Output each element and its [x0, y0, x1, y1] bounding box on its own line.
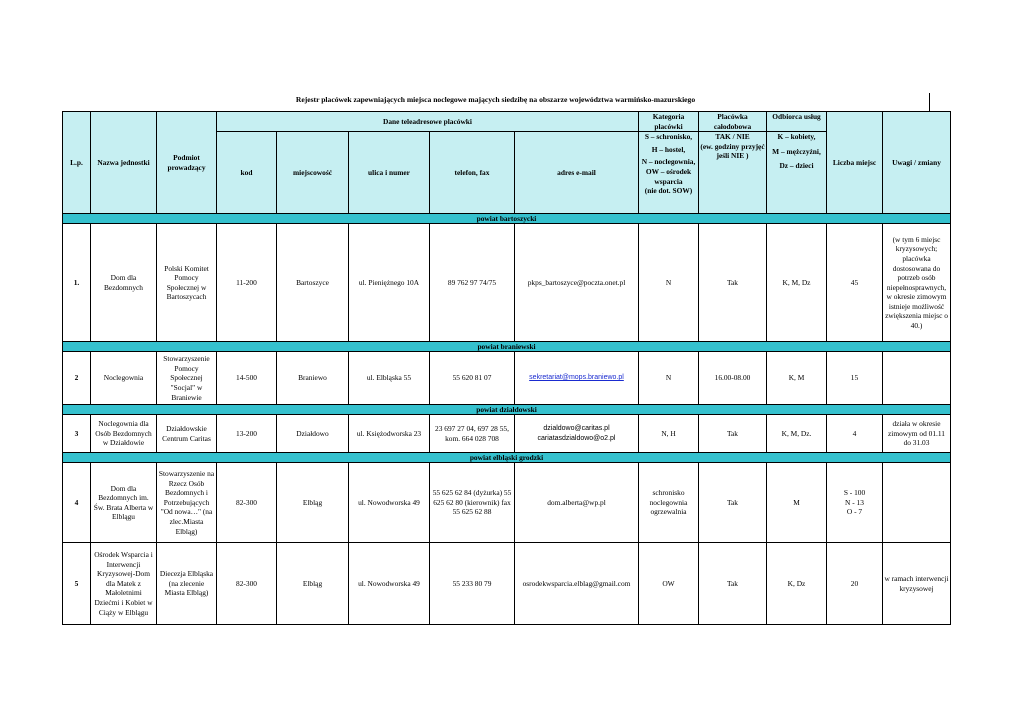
- cell-calodobowa: Tak: [699, 224, 767, 342]
- cell-nazwa: Dom dla Bezdomnych: [91, 224, 157, 342]
- header-odbiorca-legend: [767, 132, 827, 214]
- header-kategoria-title: Kategoria placówki: [639, 112, 699, 132]
- legend-note: (nie dot. SOW): [644, 186, 693, 196]
- cell-ulica: ul. Nowodworska 49: [349, 463, 430, 543]
- cell-podmiot: Diecezja Elbląska (na zlecenie Miasta Elbląg): [157, 543, 217, 625]
- cell-ulica: ul. Księżodworska 23: [349, 415, 430, 453]
- cell-liczba: 45: [827, 224, 883, 342]
- email-text-2: cariatasdzialdowo@o2.pl: [537, 434, 616, 442]
- cell-kod: 82-300: [217, 463, 277, 543]
- legend-h: H – hostel,: [651, 144, 686, 154]
- cell-uwagi: [883, 352, 951, 405]
- section-powiat-elblaski-grodzki: powiat elbląski grodzki: [63, 453, 951, 463]
- table-row: [63, 224, 951, 342]
- header-podmiot: Podmiot prowadzący: [157, 112, 217, 214]
- cell-ulica: ul. Nowodworska 49: [349, 543, 430, 625]
- cell-odbiorca: K, Dz: [767, 543, 827, 625]
- table-row: [63, 543, 951, 625]
- cell-calodobowa: Tak: [699, 463, 767, 543]
- cell-email: osrodekwsparcia.elblag@gmail.com: [515, 543, 639, 625]
- header-lp: L.p.: [63, 112, 91, 214]
- cell-liczba: 4: [827, 415, 883, 453]
- cell-kategoria: N: [639, 352, 699, 405]
- register-sheet: [62, 93, 949, 625]
- cell-uwagi: w ramach interwencji kryzysowej: [883, 543, 951, 625]
- cell-telefon: 55 625 62 84 (dyżurka) 55 625 62 80 (kierownik) fax 55 625 62 88: [430, 463, 515, 543]
- cell-uwagi: (w tym 6 miejsc kryzysowych; placówka dostosowana do potrzeb osób niepełnosprawnych, w okresie zimowym istnieje możliwość zwiększenia miejsc o 40.): [883, 224, 951, 342]
- cell-telefon: 55 620 81 07: [430, 352, 515, 405]
- cell-odbiorca: K, M, Dz: [767, 224, 827, 342]
- cell-kategoria: OW: [639, 543, 699, 625]
- cell-liczba: 20: [827, 543, 883, 625]
- header-nazwa: Nazwa jednostki: [91, 112, 157, 214]
- legend-mezczyzni: M – mężczyźni,: [772, 146, 821, 156]
- cell-kategoria: schronisko noclegownia ogrzewalnia: [639, 463, 699, 543]
- cell-nazwa: Noclegownia dla Osób Bezdomnych w Działdowie: [91, 415, 157, 453]
- header-ulica: ulica i numer: [349, 132, 430, 214]
- legend-ow: OW – ośrodek wsparcia: [645, 166, 692, 186]
- table-row: [63, 415, 951, 453]
- cell-email: pkps_bartoszyce@poczta.onet.pl: [515, 224, 639, 342]
- table-row: [63, 352, 951, 405]
- page-title: Rejestr placówek zapewniających miejsca noclegowe mających siedzibę na obszarze województwa warmińsko-mazurskiego: [295, 95, 696, 104]
- cell-kod: 82-300: [217, 543, 277, 625]
- header-liczba-miejsc: Liczba miejsc: [827, 112, 883, 214]
- header-uwagi: Uwagi / zmiany: [883, 112, 951, 214]
- header-kategoria-legend: [639, 132, 699, 214]
- liczba-schronisko: S - 100: [843, 488, 866, 498]
- liczba-ogrzewalnia: O - 7: [846, 507, 863, 517]
- cell-kategoria: N, H: [639, 415, 699, 453]
- legend-godziny: (ew. godziny przyjęć jeśli NIE ): [700, 141, 765, 161]
- cell-odbiorca: M: [767, 463, 827, 543]
- cell-calodobowa: Tak: [699, 415, 767, 453]
- cell-kod: 14-500: [217, 352, 277, 405]
- legend-n: N – noclegownia,: [641, 157, 696, 167]
- section-row: [63, 214, 951, 224]
- header-dane-teleadresowe: Dane teleadresowe placówki: [217, 112, 639, 132]
- cell-lp: 4: [63, 463, 91, 543]
- liczba-noclegownia: N - 13: [845, 497, 864, 507]
- cell-ulica: ul. Pieniężnego 10A: [349, 224, 430, 342]
- register-table: [62, 111, 951, 625]
- cell-lp: 3: [63, 415, 91, 453]
- cell-podmiot: Stowarzyszenie Pomocy Społecznej "Socjal" w Braniewie: [157, 352, 217, 405]
- section-row: [63, 453, 951, 463]
- cell-miejscowosc: Elbląg: [277, 543, 349, 625]
- header-email: adres e-mail: [515, 132, 639, 214]
- cell-lp: 2: [63, 352, 91, 405]
- section-row: [63, 405, 951, 415]
- legend-dzieci: Dz – dzieci: [779, 161, 814, 171]
- cell-email: [515, 415, 639, 453]
- header-miejscowosc: miejscowość: [277, 132, 349, 214]
- legend-tak-nie: TAK / NIE: [715, 132, 750, 142]
- cell-nazwa: Dom dla Bezdomnych im. Św. Brata Alberta w Elblągu: [91, 463, 157, 543]
- cell-kod: 13-200: [217, 415, 277, 453]
- cell-kategoria: N: [639, 224, 699, 342]
- cell-uwagi: [883, 463, 951, 543]
- cell-miejscowosc: Działdowo: [277, 415, 349, 453]
- cell-odbiorca: K, M: [767, 352, 827, 405]
- cell-email: [515, 352, 639, 405]
- cell-lp: 1.: [63, 224, 91, 342]
- cell-podmiot: Polski Komitet Pomocy Społecznej w Bartoszycach: [157, 224, 217, 342]
- cell-miejscowosc: Braniewo: [277, 352, 349, 405]
- cell-kod: 11-200: [217, 224, 277, 342]
- cell-nazwa: Ośrodek Wsparcia i Interwencji Kryzysowej-Dom dla Matek z Małoletnimi Dziećmi i Kobiet w Ciąży w Elblągu: [91, 543, 157, 625]
- cell-nazwa: Noclegownia: [91, 352, 157, 405]
- cell-calodobowa: 16.00-08.00: [699, 352, 767, 405]
- cell-podmiot: Stowarzyszenie na Rzecz Osób Bezdomnych i Potrzebujących "Od nowa…" (na zlec.Miasta Elbląg): [157, 463, 217, 543]
- email-link[interactable]: sekretariat@mops.braniewo.pl: [529, 374, 624, 382]
- title-row: [62, 93, 930, 111]
- cell-odbiorca: K, M, Dz.: [767, 415, 827, 453]
- section-powiat-dzialdowski: powiat działdowski: [63, 405, 951, 415]
- cell-liczba: 15: [827, 352, 883, 405]
- cell-telefon: 89 762 97 74/75: [430, 224, 515, 342]
- cell-uwagi: działa w okresie zimowym od 01.11 do 31.03: [883, 415, 951, 453]
- header-calodobowa-legend: [699, 132, 767, 214]
- email-text-1: dzialdowo@caritas.pl: [543, 425, 610, 433]
- legend-s: S – schronisko,: [644, 132, 693, 142]
- section-row: [63, 342, 951, 352]
- cell-lp: 5: [63, 543, 91, 625]
- header-telefon: telefon, fax: [430, 132, 515, 214]
- section-powiat-braniewski: powiat braniewski: [63, 342, 951, 352]
- header-odbiorca-title: Odbiorca usług: [767, 112, 827, 132]
- cell-calodobowa: Tak: [699, 543, 767, 625]
- section-powiat-bartoszycki: powiat bartoszycki: [63, 214, 951, 224]
- header-calodobowa-title: Placówka całodobowa: [699, 112, 767, 132]
- cell-liczba: [827, 463, 883, 543]
- cell-podmiot: Działdowskie Centrum Caritas: [157, 415, 217, 453]
- cell-miejscowosc: Bartoszyce: [277, 224, 349, 342]
- cell-ulica: ul. Elbląska 55: [349, 352, 430, 405]
- cell-miejscowosc: Elbląg: [277, 463, 349, 543]
- table-row: [63, 463, 951, 543]
- cell-telefon: 23 697 27 04, 697 28 55, kom. 664 028 708: [430, 415, 515, 453]
- cell-email: dom.alberta@wp.pl: [515, 463, 639, 543]
- header-kod: kod: [217, 132, 277, 214]
- cell-telefon: 55 233 80 79: [430, 543, 515, 625]
- legend-kobiety: K – kobiety,: [777, 132, 816, 142]
